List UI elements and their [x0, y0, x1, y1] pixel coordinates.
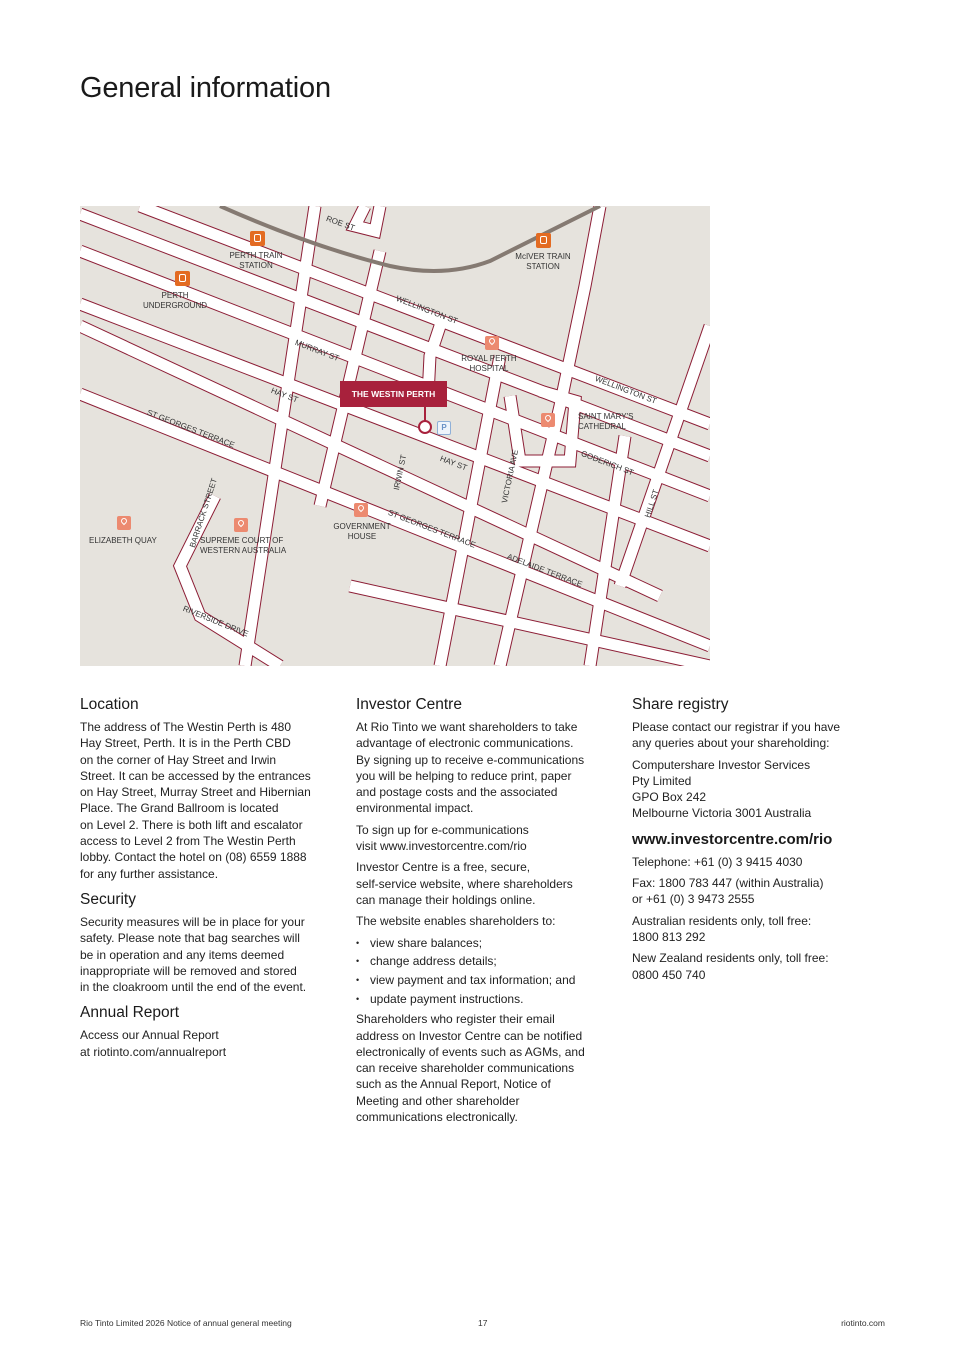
list-item: • update payment instructions.	[356, 991, 611, 1007]
street-label: HILL ST	[643, 488, 661, 519]
street-label: HAY ST	[438, 454, 469, 473]
street-label: RIVERSIDE DRIVE	[181, 604, 250, 639]
column-share-registry	[632, 695, 887, 988]
westin-location-icon	[418, 420, 432, 434]
list-item: • change address details;	[356, 953, 611, 969]
street-label: HAY ST	[269, 386, 300, 405]
list-item: • view share balances;	[356, 935, 611, 951]
location-pin-icon	[354, 503, 368, 517]
location-pin-icon	[485, 336, 499, 350]
place-label: GOVERNMENT HOUSE	[333, 522, 391, 541]
location-pin-icon	[234, 518, 248, 532]
street-label: IRWIN ST	[392, 453, 409, 491]
security-body: Security measures will be in place for your safety. Please note that bag searches will be in operation and any items deemed inappropriate will be removed and stored in the cloakroom until the end of the event.	[80, 914, 307, 995]
footer-document-title: Rio Tinto Limited 2026 Notice of annual general meeting	[80, 1318, 292, 1328]
street-label: ST GEORGES TERRACE	[145, 408, 236, 450]
place-label: ELIZABETH QUAY	[89, 536, 157, 545]
parking-icon: P	[437, 421, 451, 435]
investor-centre-features	[356, 935, 611, 1008]
street-label: MURRAY ST	[293, 338, 341, 364]
place-label: McIVER TRAIN STATION	[515, 252, 571, 271]
annual-report-heading: Annual Report	[80, 1004, 180, 1022]
train-station-icon	[250, 231, 265, 246]
column-investor-centre	[356, 695, 611, 1130]
street-label: BARRACK STREET	[188, 477, 219, 549]
page-title: General information	[80, 72, 331, 104]
location-heading: Location	[80, 696, 139, 713]
investor-centre-enables: The website enables shareholders to:	[356, 914, 556, 929]
street-label: ADELAIDE TERRACE	[505, 552, 584, 590]
location-pin-icon	[117, 516, 131, 530]
investor-centre-signup: To sign up for e-communications visit www.investorcentre.com/rio	[356, 822, 529, 854]
location-map	[80, 206, 710, 666]
registrar-address: Computershare Investor Services Pty Limited GPO Box 242 Melbourne Victoria 3001 Australia	[632, 757, 812, 821]
place-label: PERTH UNDERGROUND	[143, 291, 207, 310]
registry-aus-tollfree: Australian residents only, toll free: 1800 813 292	[632, 913, 812, 944]
share-registry-intro: Please contact our registrar if you have any queries about your shareholding:	[632, 720, 841, 751]
registry-fax: Fax: 1800 783 447 (within Australia) or +61 (0) 3 9473 2555	[632, 876, 824, 907]
share-registry-heading: Share registry	[632, 696, 729, 713]
street-label: WELLINGTON ST	[394, 294, 459, 326]
investor-centre-notifications: Shareholders who register their email address on Investor Centre can be notified electronically of events such as AGMs, and can receive shareholder communications such as the Annual Report, Notice of Meeting and other shareholder communications electronically.	[356, 1012, 585, 1125]
location-pin-icon	[541, 413, 555, 427]
place-label: SAINT MARY'S CATHEDRAL	[578, 412, 634, 431]
footer-website: riotinto.com	[841, 1318, 885, 1328]
investor-centre-url[interactable]: www.investorcentre.com/rio	[632, 830, 833, 848]
place-label: SUPREME COURT OF WESTERN AUSTRALIA	[200, 536, 287, 555]
place-label: PERTH TRAIN STATION	[229, 251, 283, 270]
investor-centre-heading: Investor Centre	[356, 696, 462, 713]
annual-report-body: Access our Annual Report at riotinto.com/annualreport	[80, 1028, 227, 1059]
street-label: GODERICH ST	[579, 449, 635, 478]
street-label: ST GEORGES TERRACE	[386, 508, 477, 550]
investor-centre-description: Investor Centre is a free, secure, self-service website, where shareholders can manage their holdings online.	[356, 860, 573, 907]
location-body: The address of The Westin Perth is 480 Hay Street, Perth. It is in the Perth CBD on the corner of Hay Street and Irwin Street. It can be accessed by the entrances on Hay Street, Murray Street and Hibernian Place. The Grand Ballroom is located on Level 2. There is both lift and escalator access to Level 2 from The Westin Perth lobby. Contact the hotel on (08) 6559 1888 for any further assistance.	[80, 720, 311, 881]
security-heading: Security	[80, 890, 136, 908]
street-label: ROE ST	[324, 214, 356, 233]
column-location	[80, 695, 335, 1065]
westin-marker-label: THE WESTIN PERTH	[340, 381, 447, 407]
investor-centre-intro: At Rio Tinto we want shareholders to take advantage of electronic communications. By signing up to receive e-communications you will be helping to reduce print, paper and postage costs and the associated environmental impact.	[356, 720, 585, 816]
list-item: • view payment and tax information; and	[356, 972, 611, 988]
footer-page-number: 17	[478, 1318, 488, 1328]
westin-marker-stem	[424, 407, 426, 421]
train-station-icon	[175, 271, 190, 286]
train-station-icon	[536, 233, 551, 248]
street-label: WELLINGTON ST	[593, 374, 658, 406]
registry-telephone: Telephone: +61 (0) 3 9415 4030	[632, 854, 803, 869]
place-label: ROYAL PERTH HOSPITAL	[461, 354, 517, 373]
street-label: VICTORIA AVE	[500, 448, 521, 504]
registry-nz-tollfree: New Zealand residents only, toll free: 0800 450 740	[632, 951, 829, 982]
